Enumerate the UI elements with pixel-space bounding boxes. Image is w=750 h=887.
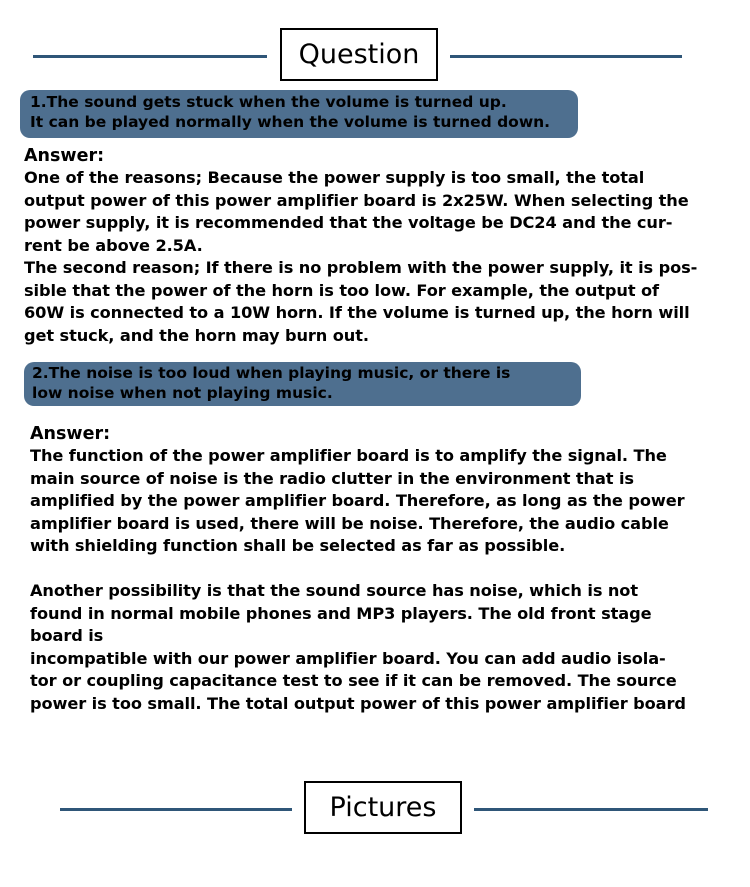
- answer-2-label: Answer:: [30, 424, 111, 444]
- question-title: Question: [280, 28, 438, 81]
- pictures-title: Pictures: [304, 781, 462, 834]
- answer-1-text: One of the reasons; Because the power supply is too small, the total output power of this power amplifier board is 2x25W. When selecting the power supply, it is recommended that the voltage be DC24 and the cur- rent be above 2.5A. The second reason; If there is no problem with the power supply, it is pos- sible that the power of the horn is too low. For example, the output of 60W is connected to a 10W horn. If the volume is turned up, the horn will get stuck, and the horn may burn out.: [24, 168, 698, 345]
- question-rule-right: [450, 55, 682, 58]
- pictures-rule-right: [474, 808, 708, 811]
- question-rule-left: [33, 55, 267, 58]
- answer-1-label: Answer:: [24, 146, 105, 166]
- answer-2-text: The function of the power amplifier board is to amplify the signal. The main source of noise is the radio clutter in the environment that is amplified by the power amplifier board. Therefore, as long as the power amplifier board is used, there will be noise. Therefore, the audio cable with shielding function shall be selected as far as possible. Another possibility is that the sound source has noise, which is not found in normal mobile phones and MP3 players. The old front stage board is incompatible with our power amplifier board. You can add audio isola- tor or coupling capacitance test to see if it can be removed. The source power is too small. The total output power of this power amplifier board: [30, 446, 686, 713]
- question-2-banner: 2.The noise is too loud when playing music, or there is low noise when not playing music.: [24, 362, 581, 406]
- question-1-banner: 1.The sound gets stuck when the volume is turned up. It can be played normally when the volume is turned down.: [20, 90, 578, 138]
- pictures-rule-left: [60, 808, 292, 811]
